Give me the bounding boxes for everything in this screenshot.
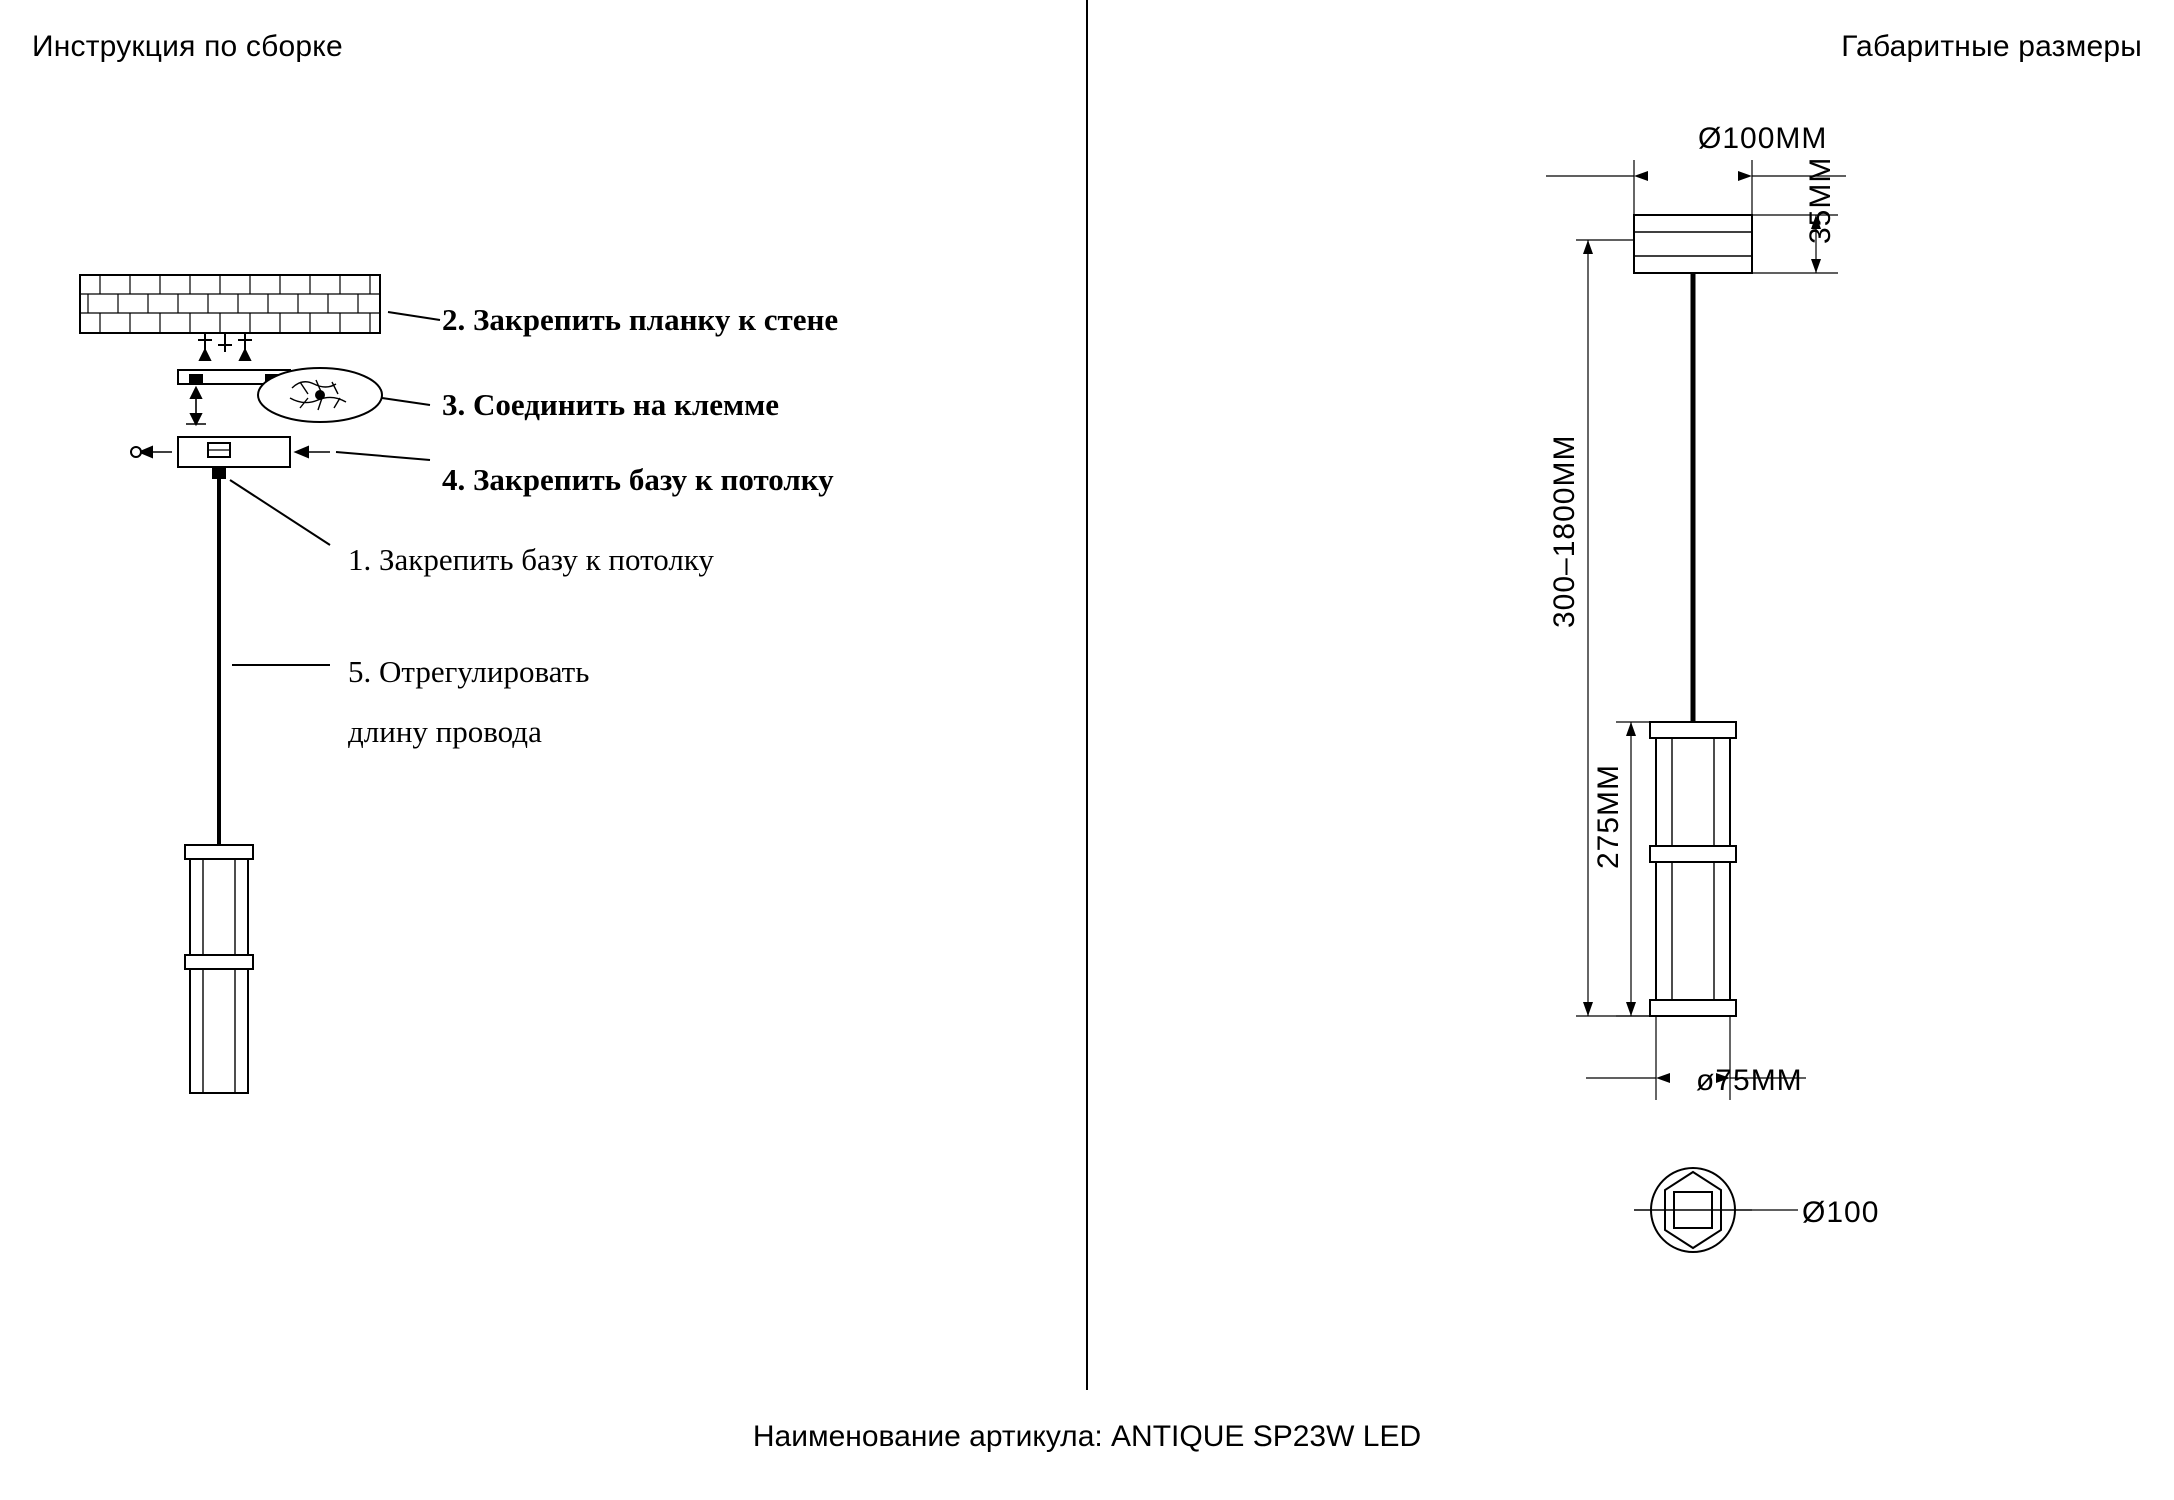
ceiling-base-graphic [131,437,330,467]
witness-lines-top [1546,160,1846,215]
lamp-body-graphic [185,845,253,1093]
callout-leader-lines [230,312,440,665]
suspension-cable [212,467,226,858]
dim-canopy-height-label: 35MM [1804,156,1837,244]
assembly-instruction-diagram [0,0,1086,1400]
instruction-text-5-line2: длину провода [348,714,542,749]
article-name-footer: Наименование артикула: ANTIQUE SP23W LED [752,1420,1422,1453]
instruction-text-5-line1: 5. Отрегулировать [348,654,590,689]
dim-body-height-label: 275MM [1592,763,1625,869]
arrow-top-diameter [1634,171,1752,181]
terminal-connector-graphic [258,368,382,422]
witness-lines-drop [1576,240,1650,1016]
instruction-text-1: 1. Закрепить базу к потолку [348,542,714,577]
dim-drop-range-label: 300–1800MM [1548,434,1581,628]
plan-view-graphic [1634,1168,1798,1252]
wall-plate-graphic [80,275,380,360]
dimension-drawing [1086,0,2174,1400]
instruction-text-4: 4. Закрепить базу к потолку [442,462,834,497]
page-title-left: Инструкция по сборке [32,30,343,63]
canopy-graphic [1634,215,1752,273]
page-title-right: Габаритные размеры [1841,30,2142,63]
dim-plan-diameter-label: Ø100 [1802,1196,1880,1229]
dim-top-diameter-label: Ø100MM [1698,122,1828,155]
dim-bottom-diameter-label: ø75MM [1696,1064,1803,1097]
lamp-body-dimension-graphic [1650,722,1736,1016]
instruction-text-3: 3. Соединить на клемме [442,387,779,422]
instruction-text-2: 2. Закрепить планку к стене [442,302,839,337]
